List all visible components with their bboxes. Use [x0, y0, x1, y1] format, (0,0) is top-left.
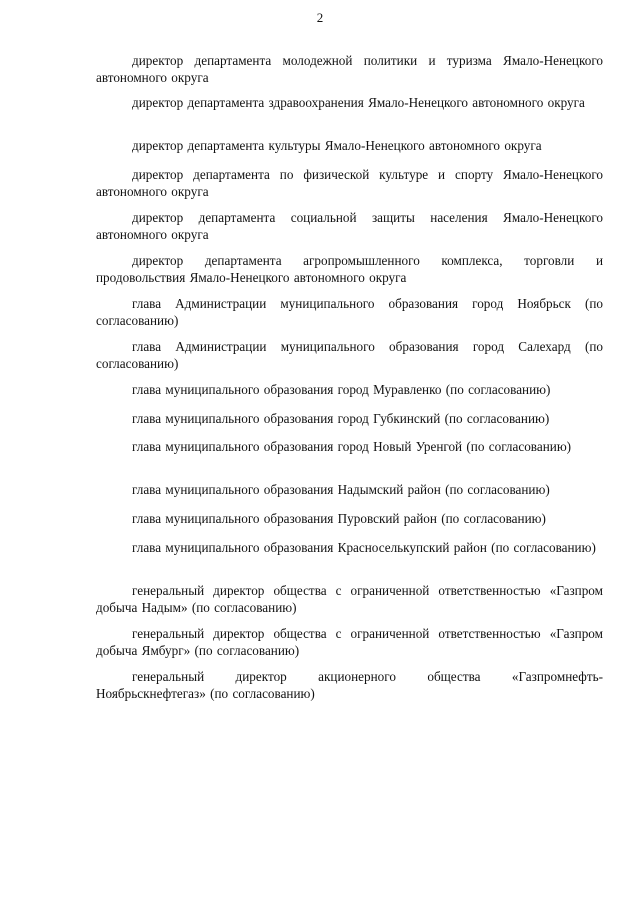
list-item: глава муниципального образования Красноселькупский район (по согласованию) [132, 540, 596, 555]
list-item: глава муниципального образования Пуровский район (по согласованию) [132, 511, 546, 526]
list-item: директор департамента агропромышленного комплекса, торговли и продовольствия Ямало-Ненецкого автономного округа [96, 253, 603, 285]
list-item: глава муниципального образования город Новый Уренгой (по согласованию) [132, 439, 572, 454]
list-item: директор департамента по физической культуре и спорту Ямало-Ненецкого автономного округа [96, 167, 603, 199]
list-item: генеральный директор общества с ограниченной ответственностью «Газпром добыча Надым» (по согласованию) [96, 583, 603, 615]
list-item: глава муниципального образования город Муравленко (по согласованию) [132, 382, 551, 397]
list-item: глава муниципального образования город Губкинский (по согласованию) [132, 411, 550, 426]
list-item: генеральный директор акционерного общества «Газпромнефть-Ноябрьскнефтегаз» (по согласованию) [96, 669, 603, 701]
list-item: глава Администрации муниципального образования город Ноябрьск (по согласованию) [96, 296, 603, 328]
list-item: глава Администрации муниципального образования город Салехард (по согласованию) [96, 339, 603, 371]
list-item: директор департамента молодежной политики и туризма Ямало-Ненецкого автономного округа [96, 53, 603, 85]
list-item: директор департамента здравоохранения Ямало-Ненецкого автономного округа [132, 95, 585, 110]
list-item: генеральный директор общества с ограниченной ответственностью «Газпром добыча Ямбург» (по согласованию) [96, 626, 603, 658]
page-number: 2 [316, 10, 324, 25]
list-item: глава муниципального образования Надымский район (по согласованию) [132, 482, 550, 497]
list-item: директор департамента культуры Ямало-Ненецкого автономного округа [132, 138, 542, 153]
list-item: директор департамента социальной защиты населения Ямало-Ненецкого автономного округа [96, 210, 603, 242]
